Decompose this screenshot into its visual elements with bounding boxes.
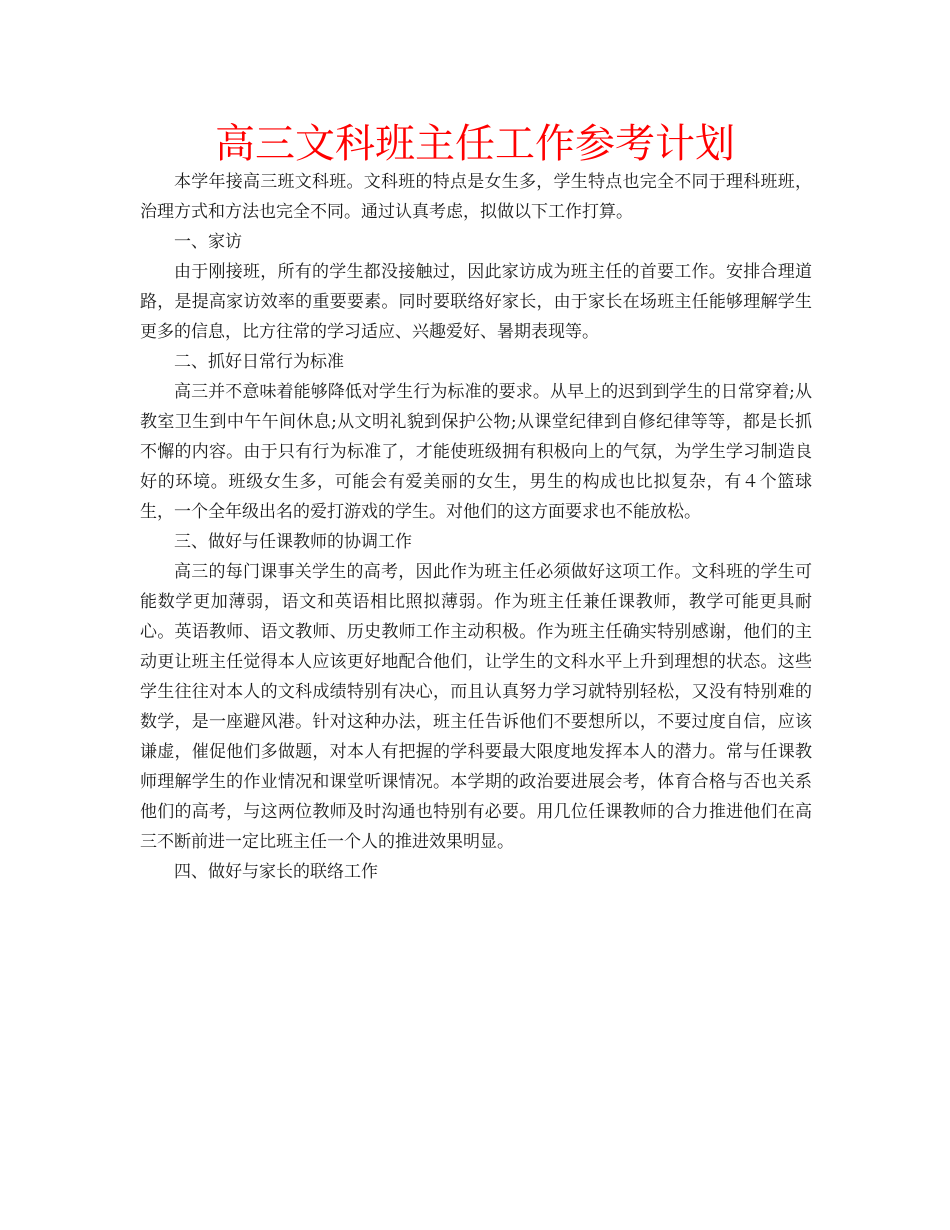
section-heading-behavior-standards: 二、抓好日常行为标准 [174,352,344,372]
section-heading-home-visit: 一、家访 [174,232,242,252]
intro-paragraph: 本学年接高三班文科班。文科班的特点是女生多，学生特点也完全不同于理科班班，治理方式和方法也完全不同。通过认真考虑，拟做以下工作打算。 [140,172,812,222]
section-heading-parent-liaison: 四、做好与家长的联络工作 [174,862,378,882]
document-title: 高三文科班主任工作参考计划 [215,121,735,167]
document-body [140,167,812,887]
section-heading-teacher-coordination: 三、做好与任课教师的协调工作 [174,532,412,552]
home-visit-paragraph: 由于刚接班，所有的学生都没接触过，因此家访成为班主任的首要工作。安排合理道路，是提高家访效率的重要要素。同时要联络好家长，由于家长在场班主任能够理解学生更多的信息，比方往常的学习适应、兴趣爱好、暑期表现等。 [140,262,812,342]
teacher-coordination-paragraph: 高三的每门课事关学生的高考，因此作为班主任必须做好这项工作。文科班的学生可能数学更加薄弱，语文和英语相比照拟薄弱。作为班主任兼任课教师，教学可能更具耐心。英语教师、语文教师、历史教师工作主动积极。作为班主任确实特别感谢，他们的主动更让班主任觉得本人应该更好地配合他们，让学生的文科水平上升到理想的状态。这些学生往往对本人的文科成绩特别有决心，而且认真努力学习就特别轻松，又没有特别难的数学，是一座避风港。针对这种办法，班主任告诉他们不要想所以，不要过度自信，应该谦虚，催促他们多做题，对本人有把握的学科要最大限度地发挥本人的潜力。常与任课教师理解学生的作业情况和课堂听课情况。本学期的政治要进展会考，体育合格与否也关系他们的高考，与这两位教师及时沟通也特别有必要。用几位任课教师的合力推进他们在高三不断前进一定比班主任一个人的推进效果明显。 [140,562,812,852]
behavior-standards-paragraph: 高三并不意味着能够降低对学生行为标准的要求。从早上的迟到到学生的日常穿着;从教室卫生到中午午间休息;从文明礼貌到保护公物;从课堂纪律到自修纪律等等，都是长抓不懈的内容。由于只有行为标准了，才能使班级拥有积极向上的气氛，为学生学习制造良好的环境。班级女生多，可能会有爱美丽的女生，男生的构成也比拟复杂，有４个篮球生，一个全年级出名的爱打游戏的学生。对他们的这方面要求也不能放松。 [140,382,812,522]
